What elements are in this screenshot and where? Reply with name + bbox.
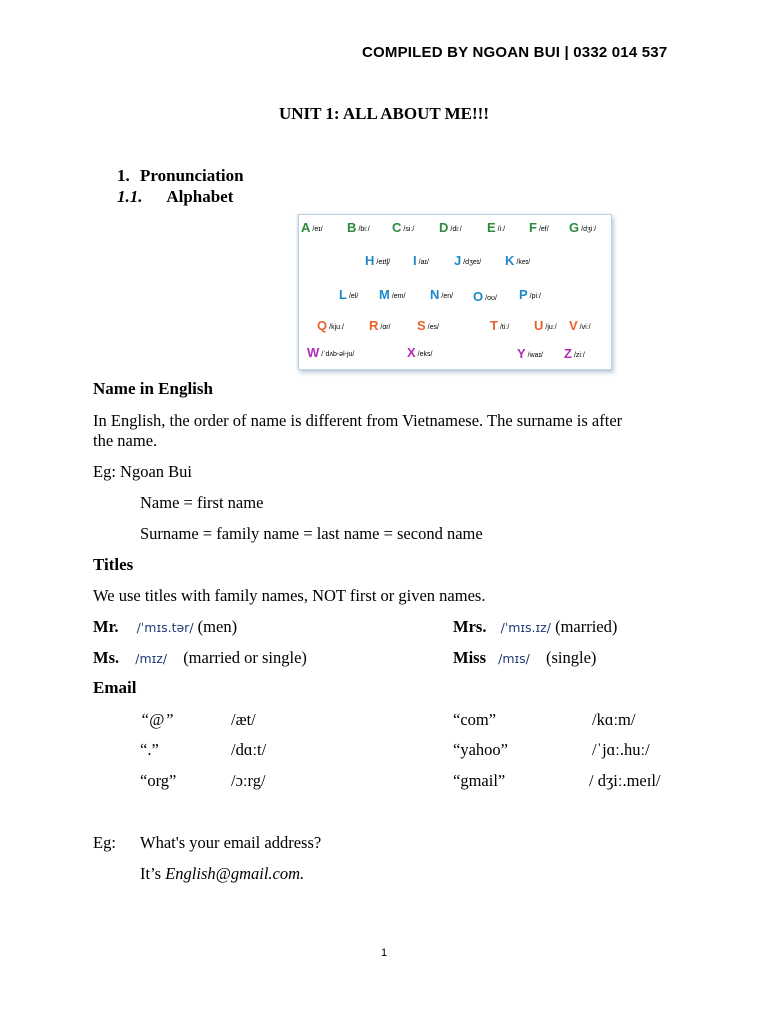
letter-phonetic: /ɑr/ [380,324,391,331]
email-term: “gmail” [453,771,506,790]
email-example-question: What's your email address? [140,833,322,852]
page-header: COMPILED BY NGOAN BUI | 0332 014 537 [362,44,668,61]
letter-phonetic: /biː/ [358,226,370,233]
email-ipa: /dɑːt/ [231,740,267,759]
alphabet-letter-l [339,286,358,304]
letter-char: N [430,287,440,302]
email-ipa: /kɑːm/ [592,710,636,729]
letter-char: Z [564,346,572,361]
title-ipa: /mɪs/ [498,651,530,666]
alphabet-letter-g [569,219,596,237]
letter-char: R [369,318,379,333]
page-number: 1 [380,947,388,959]
alphabet-letter-z [564,345,585,363]
title-word: Miss [453,648,486,667]
alphabet-letter-h [365,252,390,270]
name-paragraph-line2: the name. [93,431,158,450]
letter-phonetic: /keɪ/ [516,259,531,266]
letter-char: T [490,318,498,333]
letter-char: A [301,220,311,235]
alphabet-letter-o [473,288,497,306]
letter-char: F [529,220,537,235]
title-item-mr [93,616,237,639]
title-item-mrs [453,616,617,639]
answer-email: English@gmail.com. [165,864,305,883]
letter-char: H [365,253,375,268]
alphabet-letter-j [454,252,481,270]
subsection-number: 1.1. [117,187,143,206]
letter-char: M [379,287,390,302]
letter-phonetic: /tiː/ [499,324,510,331]
alphabet-letter-r [369,317,391,335]
alphabet-letter-m [379,286,405,304]
subsection-heading-alphabet [117,187,233,207]
letter-phonetic: /ˈdʌb-əl-ju/ [321,351,355,358]
alphabet-letter-x [407,344,432,362]
title-ipa: /mɪz/ [135,651,168,666]
alphabet-letter-v [569,317,591,335]
alphabet-letter-p [519,286,541,304]
titles-heading: Titles [93,555,134,574]
letter-char: O [473,289,484,304]
email-term: “yahoo” [453,740,508,759]
email-heading: Email [93,678,137,697]
alphabet-letter-t [490,317,509,335]
letter-char: V [569,318,578,333]
name-paragraph-line1: In English, the order of name is different from Vietnamese. The surname is after [93,411,623,430]
alphabet-letter-n [430,286,453,304]
letter-char: Q [317,318,328,333]
email-ipa: / dʒiː.meɪl/ [589,771,661,790]
alphabet-letter-e [487,219,505,237]
letter-char: X [407,345,416,360]
title-note: (single) [546,648,597,667]
alphabet-letter-s [417,317,439,335]
alphabet-letter-y [517,345,543,363]
letter-char: P [519,287,528,302]
letter-phonetic: /iː/ [497,226,506,233]
section-title: Pronunciation [140,166,244,185]
title-item-miss [453,647,596,670]
letter-phonetic: /waɪ/ [527,352,544,359]
letter-char: B [347,220,357,235]
letter-char: I [413,253,417,268]
letter-char: D [439,220,449,235]
email-ipa: /ɔːrg/ [231,771,266,790]
alphabet-letter-f [529,219,549,237]
letter-phonetic: /aɪ/ [418,259,429,266]
title-word: Mr. [93,617,119,636]
letter-phonetic: /diː/ [450,226,462,233]
letter-phonetic: /ef/ [538,226,549,233]
answer-prefix: It’s [140,864,166,883]
alphabet-letter-b [347,219,370,237]
letter-char: S [417,318,426,333]
letter-phonetic: /kjuː/ [329,324,344,331]
alphabet-chart [298,214,612,370]
alphabet-letter-u [534,317,557,335]
letter-char: J [454,253,462,268]
titles-paragraph: We use titles with family names, NOT first or given names. [93,586,486,605]
letter-phonetic: /viː/ [579,324,591,331]
unit-title: UNIT 1: ALL ABOUT ME!!! [278,104,490,123]
letter-phonetic: /em/ [391,293,406,300]
surname-definition: Surname = family name = last name = second name [140,524,483,543]
letter-phonetic: /oʊ/ [485,295,497,302]
title-ipa: /ˈmɪs.tər/ [136,620,194,635]
email-term: “org” [140,771,177,790]
letter-phonetic: /dʒeɪ/ [463,259,482,266]
letter-char: C [392,220,402,235]
subsection-title: Alphabet [166,187,234,206]
email-ipa: /ˈjɑː.huː/ [592,740,650,759]
alphabet-letter-k [505,252,530,270]
letter-char: U [534,318,544,333]
letter-phonetic: /es/ [427,324,439,331]
letter-char: W [307,345,320,360]
email-term: “@” [140,710,174,729]
email-term: “com” [453,710,497,729]
letter-phonetic: /juː/ [545,324,557,331]
section-number: 1. [117,166,130,185]
email-example-answer [140,863,304,885]
title-word: Mrs. [453,617,487,636]
title-word: Ms. [93,648,120,667]
letter-char: E [487,220,496,235]
letter-char: L [339,287,347,302]
letter-phonetic: /piː/ [529,293,541,300]
letter-char: G [569,220,580,235]
letter-phonetic: /dʒiː/ [581,226,597,233]
alphabet-letter-w [307,344,354,362]
section-heading-pronunciation [117,166,244,186]
title-note: (men) [197,617,238,636]
letter-phonetic: /ziː/ [573,352,585,359]
title-item-ms [93,647,307,670]
name-in-english-heading: Name in English [93,379,213,398]
title-ipa: /ˈmɪs.ɪz/ [500,620,551,635]
email-ipa: /æt/ [231,710,256,729]
letter-char: K [505,253,515,268]
email-term: “.” [140,740,159,759]
title-note: (married) [555,617,618,636]
email-example-label: Eg: [93,833,116,852]
alphabet-letter-d [439,219,462,237]
letter-phonetic: /en/ [441,293,454,300]
letter-phonetic: /eɪ/ [312,226,323,233]
alphabet-letter-a [301,219,323,237]
letter-phonetic: /eɪtʃ/ [376,259,391,266]
letter-phonetic: /siː/ [403,226,415,233]
title-note: (married or single) [183,648,307,667]
alphabet-letter-i [413,252,429,270]
alphabet-letter-q [317,317,344,335]
alphabet-letter-c [392,219,414,237]
letter-phonetic: /el/ [348,293,359,300]
name-example: Eg: Ngoan Bui [93,462,192,481]
letter-phonetic: /eks/ [417,351,433,358]
name-definition: Name = first name [140,493,264,512]
letter-char: Y [517,346,526,361]
